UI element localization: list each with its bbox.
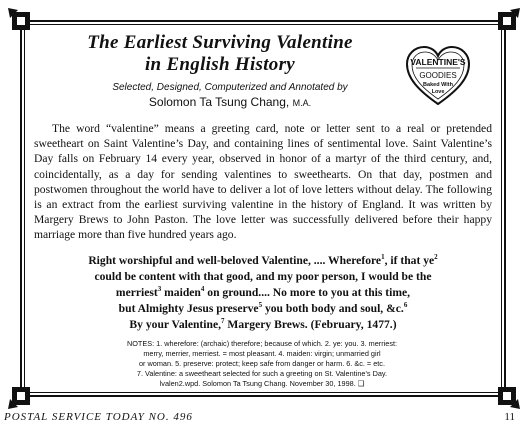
author-name: Solomon Ta Tsung Chang, <box>148 95 290 109</box>
letter-text: Margery Brews. (February, 1477.) <box>224 318 397 331</box>
note-line: or woman. 5. preserve: protect; keep safe from danger or harm. 6. &c. = etc. <box>139 359 385 368</box>
logo-tagline-2: Love <box>431 89 445 95</box>
note-line: merry, merrier, merriest. = most pleasant. 4. maiden: virgin; unmarried girl <box>143 349 381 358</box>
note-line: NOTES: 1. wherefore: (archaic) therefore; because of which. 2. ye: you. 3. merriest: <box>126 339 398 348</box>
footnote-marker: 5 <box>258 301 263 309</box>
note-line: 7. Valentine: a sweetheart selected for such a greeting on St. Valentine’s Day. <box>136 369 388 378</box>
title-line-1: The Earliest Surviving Valentine <box>87 32 353 53</box>
page-number: 11 <box>504 411 515 423</box>
author-degree: M.A. <box>292 98 312 108</box>
letter-text: By your Valentine, <box>129 318 222 331</box>
credit-line: Selected, Designed, Computerized and Annotated by <box>112 82 348 93</box>
corner-ornament-icon <box>8 383 34 409</box>
corner-ornament-icon <box>8 8 34 34</box>
logo-product: GOODIES <box>419 71 457 80</box>
footnote-marker: 2 <box>434 253 438 261</box>
letter-text: merriest <box>115 286 158 299</box>
letter-line <box>36 253 490 269</box>
notes-section <box>60 339 464 389</box>
corner-ornament-icon <box>494 8 520 34</box>
intro-paragraph: The word “valentine” means a greeting card, note or letter sent to a real or pretended sweetheart on Saint Valentine’s Day, and containing lines of sentimental love. Saint Valentine’s Day falls on February 14 every year, observed in honor of a martyr of the third century, and, coincidentally, as a day for sending valentines to sweethearts. On that day, postmen and postwomen throughout the world have to deliver a lot of love letters without delay. The following is an extract from the earliest surviving valentine in the history of England. It was written by Margery Brews to John Paston. The love letter was successfully delivered before their happy marriage more than five hundred years ago. <box>34 122 492 242</box>
footnote-marker: 3 <box>157 285 162 293</box>
corner-ornament-icon <box>494 383 520 409</box>
footnote-marker: 1 <box>381 253 385 261</box>
letter-text: Right worshipful and well-beloved Valentine, .... Wherefore <box>88 254 382 267</box>
letter-text: you both body and soul, &c. <box>262 302 404 315</box>
footnote-marker: 6 <box>403 301 408 309</box>
letter-line <box>36 317 490 333</box>
footnote-marker: 7 <box>221 317 225 325</box>
letter-text: but Almighty Jesus preserve <box>118 302 259 315</box>
letter-text: on ground.... No more to you at this time, <box>207 286 411 299</box>
author-line <box>80 95 380 109</box>
title-line-2: in English History <box>144 54 296 75</box>
logo-tagline: Baked With <box>423 82 453 88</box>
letter-line <box>36 285 490 301</box>
note-line: lvalen2.wpd. Solomon Ta Tsung Chang. November 30, 1998. ❑ <box>159 379 365 388</box>
letter-quote <box>36 253 490 333</box>
publication-footer: POSTAL SERVICE TODAY NO. 496 <box>4 411 193 423</box>
letter-line: could be content with that good, and my poor person, I would be the <box>94 270 432 283</box>
letter-line <box>36 301 490 317</box>
letter-text: maiden <box>161 286 201 299</box>
footnote-marker: 4 <box>200 285 205 293</box>
logo-brand: VALENTINE'S <box>410 57 466 67</box>
letter-text: , if that ye <box>384 254 435 267</box>
